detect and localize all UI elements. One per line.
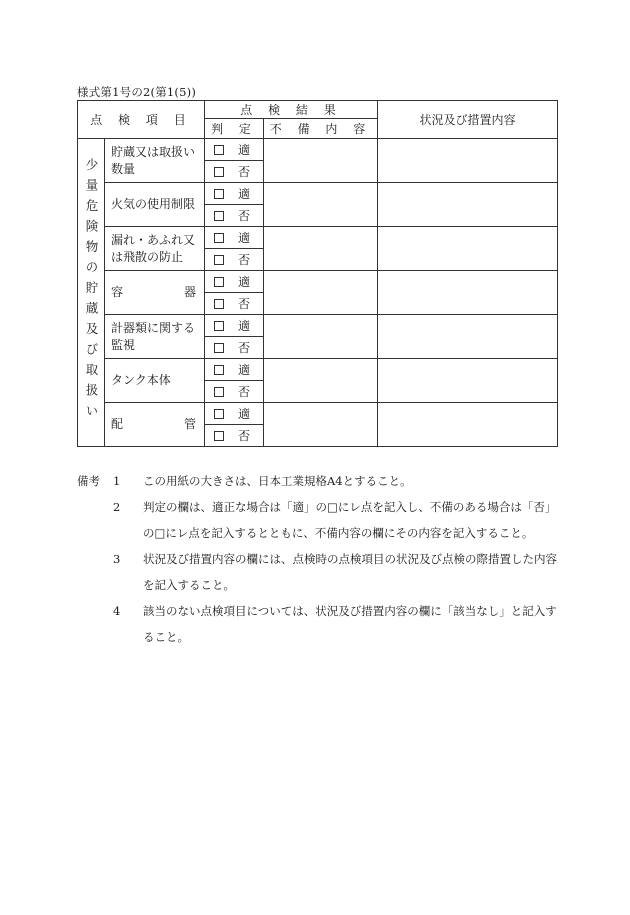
note-item xyxy=(77,598,557,650)
notes-section xyxy=(77,468,557,650)
header-inspection-item: 点 検 項 目 xyxy=(78,101,205,139)
option-ok-label: 適 xyxy=(238,363,251,377)
inspection-item-label xyxy=(105,271,205,315)
checkbox-icon[interactable] xyxy=(214,255,224,265)
option-ok-label: 適 xyxy=(238,407,251,421)
judgment-ng-option[interactable] xyxy=(205,293,264,315)
judgment-ok-option[interactable] xyxy=(205,403,264,425)
notes-heading: 備考 xyxy=(77,474,100,488)
option-ng-label: 否 xyxy=(238,253,251,267)
note-text: この用紙の大きさは、日本工業規格A4とすること。 xyxy=(143,474,412,488)
table-row xyxy=(78,139,558,161)
status-measures-cell[interactable] xyxy=(378,359,558,403)
judgment-ng-option[interactable] xyxy=(205,205,264,227)
note-number: 3 xyxy=(113,552,121,566)
deficiency-cell[interactable] xyxy=(264,359,378,403)
header-deficiency-content: 不 備 内 容 xyxy=(264,119,378,139)
inspection-item-text: 配 管 xyxy=(111,417,197,431)
deficiency-cell[interactable] xyxy=(264,227,378,271)
judgment-ok-option[interactable] xyxy=(205,139,264,161)
inspection-item-label: 火気の使用制限 xyxy=(105,183,205,227)
judgment-ng-option[interactable] xyxy=(205,381,264,403)
checkbox-icon[interactable] xyxy=(214,431,224,441)
judgment-ng-option[interactable] xyxy=(205,425,264,447)
table-row xyxy=(78,359,558,381)
note-number: 2 xyxy=(113,500,121,514)
option-ok-label: 適 xyxy=(238,187,251,201)
inspection-item-text: 容 器 xyxy=(111,285,197,299)
note-text: 状況及び措置内容の欄には、点検時の点検項目の状況及び点検の際措置した内容を記入すること。 xyxy=(143,552,557,592)
header-status-measures: 状況及び措置内容 xyxy=(378,101,558,139)
checkbox-icon[interactable] xyxy=(214,145,224,155)
judgment-ok-option[interactable] xyxy=(205,359,264,381)
form-code: 様式第1号の2(第1(5)) xyxy=(77,85,197,99)
option-ng-label: 否 xyxy=(238,385,251,399)
option-ok-label: 適 xyxy=(238,275,251,289)
checkbox-icon[interactable] xyxy=(214,365,224,375)
note-item xyxy=(77,468,557,494)
deficiency-cell[interactable] xyxy=(264,139,378,183)
option-ng-label: 否 xyxy=(238,341,251,355)
option-ng-label: 否 xyxy=(238,165,251,179)
note-number: 1 xyxy=(113,474,121,488)
checkbox-icon[interactable] xyxy=(214,321,224,331)
header-inspection-result: 点 検 結 果 xyxy=(205,101,378,119)
option-ok-label: 適 xyxy=(238,143,251,157)
checkbox-icon[interactable] xyxy=(214,387,224,397)
deficiency-cell[interactable] xyxy=(264,271,378,315)
table-row xyxy=(78,227,558,249)
checkbox-icon[interactable] xyxy=(214,189,224,199)
judgment-ok-option[interactable] xyxy=(205,315,264,337)
status-measures-cell[interactable] xyxy=(378,139,558,183)
header-judgment: 判 定 xyxy=(205,119,264,139)
deficiency-cell[interactable] xyxy=(264,315,378,359)
checkbox-icon[interactable] xyxy=(214,299,224,309)
status-measures-cell[interactable] xyxy=(378,403,558,447)
note-text: 該当のない点検項目については、状況及び措置内容の欄に「該当なし」と記入すること。 xyxy=(143,604,557,644)
judgment-ng-option[interactable] xyxy=(205,161,264,183)
deficiency-cell[interactable] xyxy=(264,403,378,447)
category-cell xyxy=(78,139,105,447)
table-row xyxy=(78,315,558,337)
option-ng-label: 否 xyxy=(238,209,251,223)
deficiency-cell[interactable] xyxy=(264,183,378,227)
inspection-item-label: 貯蔵又は取扱い数量 xyxy=(105,139,205,183)
judgment-ng-option[interactable] xyxy=(205,337,264,359)
judgment-ok-option[interactable] xyxy=(205,183,264,205)
judgment-ok-option[interactable] xyxy=(205,271,264,293)
option-ok-label: 適 xyxy=(238,319,251,333)
table-row xyxy=(78,183,558,205)
table-row xyxy=(78,271,558,293)
option-ng-label: 否 xyxy=(238,429,251,443)
note-item xyxy=(77,494,557,546)
checkbox-icon[interactable] xyxy=(214,277,224,287)
judgment-ng-option[interactable] xyxy=(205,249,264,271)
option-ng-label: 否 xyxy=(238,297,251,311)
note-text: 判定の欄は、適正な場合は「適」の□にレ点を記入し、不備のある場合は「否」の□にレ点を記入するとともに、不備内容の欄にその内容を記入すること。 xyxy=(143,500,557,540)
status-measures-cell[interactable] xyxy=(378,315,558,359)
inspection-item-label: 漏れ・あふれ又は飛散の防止 xyxy=(105,227,205,271)
checkbox-icon[interactable] xyxy=(214,409,224,419)
status-measures-cell[interactable] xyxy=(378,227,558,271)
table-row xyxy=(78,403,558,425)
judgment-ok-option[interactable] xyxy=(205,227,264,249)
note-number: 4 xyxy=(113,604,121,618)
note-item xyxy=(77,546,557,598)
checkbox-icon[interactable] xyxy=(214,211,224,221)
checkbox-icon[interactable] xyxy=(214,167,224,177)
checkbox-icon[interactable] xyxy=(214,343,224,353)
inspection-item-label: 計器類に関する監視 xyxy=(105,315,205,359)
category-label: 少量危険物の貯蔵及び取扱い xyxy=(84,157,99,425)
checkbox-icon[interactable] xyxy=(214,233,224,243)
inspection-table xyxy=(77,100,558,447)
status-measures-cell[interactable] xyxy=(378,183,558,227)
inspection-item-label: タンク本体 xyxy=(105,359,205,403)
inspection-item-label xyxy=(105,403,205,447)
option-ok-label: 適 xyxy=(238,231,251,245)
status-measures-cell[interactable] xyxy=(378,271,558,315)
